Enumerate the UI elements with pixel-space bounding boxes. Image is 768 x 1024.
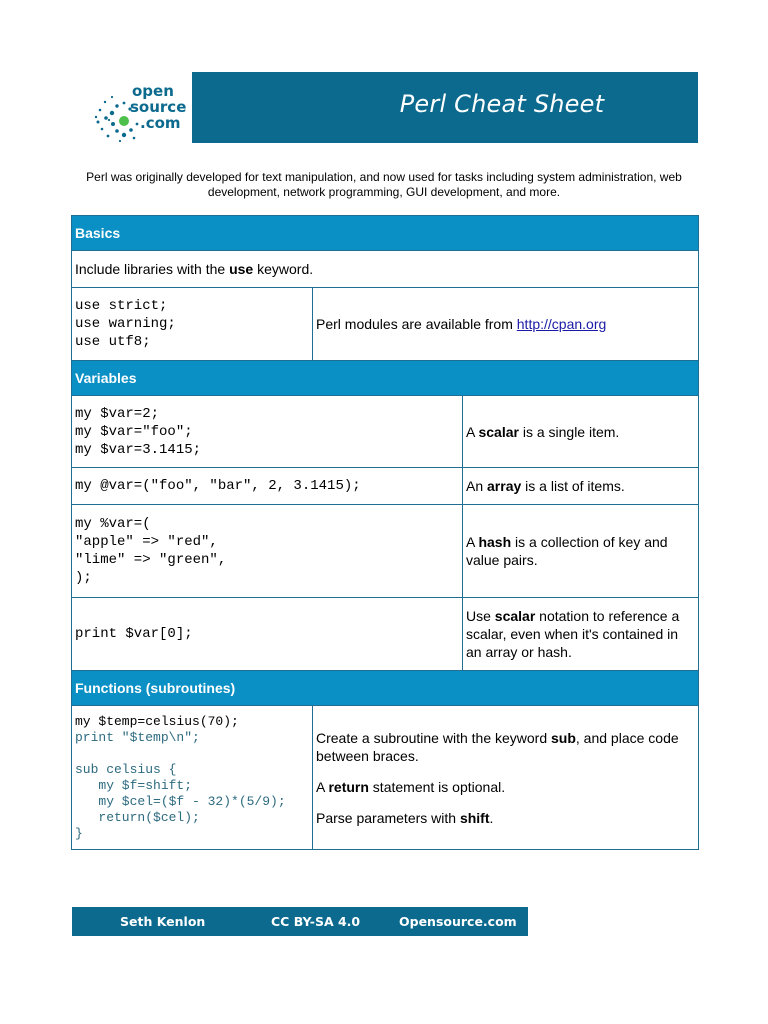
code-line: my $var=3.1415; <box>75 441 202 458</box>
footer-author: Seth Kenlon <box>120 914 206 929</box>
code-line: my $temp=celsius(70); <box>75 713 239 729</box>
footer-license: CC BY-SA 4.0 <box>271 914 361 929</box>
opensource-logo <box>72 72 212 143</box>
section-heading-basics: Basics <box>72 216 699 251</box>
scalar-desc: A scalar is a single item. <box>463 396 699 468</box>
subroutine-code <box>72 706 313 850</box>
scalar-notation-desc: Use scalar notation to reference a scalar, even when it's contained in an array or hash. <box>463 598 699 671</box>
code-line: sub celsius { <box>75 761 177 777</box>
code-line: use utf8; <box>75 334 151 350</box>
subroutine-desc <box>313 706 699 850</box>
code-line: use warning; <box>75 316 176 332</box>
array-code <box>72 468 463 505</box>
code-line: my @var=("foo", "bar", 2, 3.1415); <box>75 478 361 494</box>
header-banner <box>72 72 698 143</box>
code-line: my $f=shift; <box>75 777 193 793</box>
logo-line-1: open <box>132 82 174 100</box>
array-desc: An array is a list of items. <box>463 468 699 505</box>
page-title: Perl Cheat Sheet <box>399 90 605 118</box>
code-line: return($cel); <box>75 809 200 825</box>
section-heading-functions: Functions (subroutines) <box>72 671 699 706</box>
code-line: } <box>75 825 83 841</box>
logo-burst-icon <box>72 72 212 143</box>
hash-desc: A hash is a collection of key and value pairs. <box>463 505 699 598</box>
section-heading-variables: Variables <box>72 361 699 396</box>
logo-line-3: .com <box>140 114 181 132</box>
intro-text: Perl was originally developed for text manipulation, and now used for tasks including system administration, web development, network programming, GUI development, and more. <box>86 170 682 199</box>
code-line: "lime" => "green", <box>75 552 227 568</box>
hash-code <box>72 505 463 598</box>
footer-bar <box>72 907 528 936</box>
code-line: use strict; <box>75 298 168 314</box>
subroutine-desc-3: Parse parameters with shift. <box>316 809 494 826</box>
cpan-link[interactable]: http://cpan.org <box>516 316 607 332</box>
footer-site: Opensource.com <box>399 914 517 929</box>
code-line: my $cel=($f - 32)*(5/9); <box>75 793 286 809</box>
code-line: print $var[0]; <box>75 626 193 642</box>
code-line: "apple" => "red", <box>75 534 218 550</box>
code-line: my $var="foo"; <box>75 423 193 440</box>
code-line: my $var=2; <box>75 405 160 422</box>
cheat-sheet-table <box>71 215 699 850</box>
logo-line-2: source <box>130 98 187 116</box>
subroutine-desc-2: A return statement is optional. <box>316 778 506 795</box>
basics-note: Include libraries with the use keyword. <box>72 251 699 288</box>
code-line: my %var=( <box>75 516 151 532</box>
print-code <box>72 598 463 671</box>
basics-code <box>72 288 313 361</box>
subroutine-desc-1: Create a subroutine with the keyword sub, and place code between braces. <box>316 729 679 764</box>
code-line: print "$temp\n"; <box>75 729 200 745</box>
scalar-code <box>72 396 463 468</box>
basics-modules-desc: Perl modules are available from http://cpan.org <box>313 288 699 361</box>
code-line: ); <box>75 570 92 586</box>
